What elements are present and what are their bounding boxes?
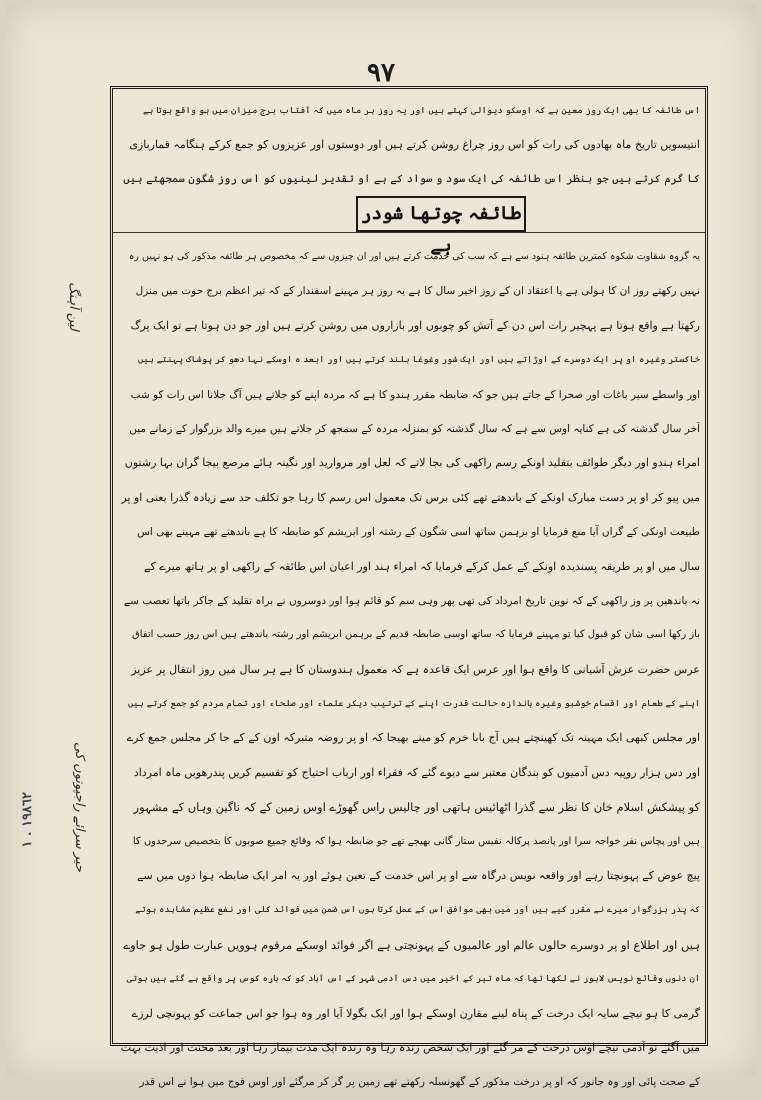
body-line: رکھتا ہے واقع ہوتا ہے پہچیر رات اس دن کے آتش کو چوبوں اور بازاروں میں روشن کرتے ہیں اور جو دن ہوتا ہے تو ایک پرگ [130, 318, 700, 332]
body-line: گرمی کا ہو نیچے سایہ ایک درخت کے پناہ لینے مقارن اوسکے ہوا اور ایک بگولا آیا اور وہ ہوا جو اس جماعت کو پہونچی لرزے [131, 1006, 700, 1020]
body-line: پیچ عوض کے پہونچتا رہے اور واقعہ نویس درگاہ سے او پر اس خدمت کے تعین ہوئے اور یہ امر ایک ضابطہ ہوا دوں میں سے [137, 869, 700, 883]
body-line: عرس حضرت عرش آشیانی کا واقع ہوا اور عرس ایک قاعدہ ہے کہ معمول ہندوستان کا ہے ہر سال میں روز انتقال پر عزیز [131, 662, 700, 676]
body-paragraph [120, 240, 700, 1100]
body-line: طبیعت اونکی کے گراں آیا منع فرمایا او برہمن ساتھ اسی شگون کے رشتہ اور ابریشم کو ضابطہ کا ہے باندھتے تھے مہینے بھی اس [137, 526, 700, 539]
section-heading: طائفہ چوتھا شودر ہے [356, 196, 526, 232]
intro-line: اس طائفہ کا بھی ایک روز معین ہے کہ اوسکو دیوالی کہتے ہیں اور یہ روز ہر ماہ میں کہ آفتاب برج میزان میں ہو واقع ہوتا ہے [142, 106, 700, 116]
margin-note: لین آہنگ [66, 282, 81, 331]
library-stamp: ١٩٨٦٢ . ١ [20, 792, 35, 848]
body-line: اور دس ہزار روپیہ دس آدمیوں کو بندگان معتبر سے دیوے گئے کہ فقراء اور ارباب احتیاج کو تقسیم کریں پندرھویں ماہ امرداد [133, 765, 700, 779]
body-line: ہیں اور پچاس نفر خواجہ سرا اور پانصد پرکالہ نفیس ستار گانی بھیجے تھے جو ضابطہ ہوا کہ وقائع جمیع صوبوں کا بتخصیص سرحدوں کا [132, 835, 700, 847]
body-line: اور مجلس کبھی ایک مہینہ تک کھینچتے ہیں آج بابا خرم کو مینے بھیجا کہ او پر روضہ متبرکہ اون کے کے جا کر مجلس جمع کرے [126, 731, 700, 745]
body-line: میں پیو کر او پر دست مبارک اونکے کے باندھتے تھے کئی برس تک معمول اس رسم کا رہا جو تکلف حد سے زیادہ گذرا یعنی او پر [121, 490, 700, 504]
heading-divider [112, 232, 706, 233]
margin-note: حیر سرائے راجپوتوں کی [72, 742, 87, 872]
body-line: امراء ہندو اور دیگر طوائف بتقلید اونکے رسم راکھی کی بجا لاتے کہ لعل اور مروارید اور نگینہ ہائے مرصع بیجا گران بہا رشتوں [124, 456, 700, 470]
body-line: میں آگئے نو آدمی نیچے اوس درخت کے مر گئے اور ایک شخص زندہ رہا وہ زندہ ایک مدت بیمار رہا اور بعد محنت اور اذیت بہت [120, 1040, 700, 1054]
intro-paragraph [120, 94, 700, 196]
body-line: نہ باندھیں پر وز راکھی کے کہ نوین تاریخ امرداد کی تھی پھر وہی سم کو قائم ہوا اور دوسروں نے براہ تقلید کے جاکر باتھا تعصب سے [123, 594, 700, 607]
body-line: کے صحت پائی اور وہ جانور کہ او پر درخت مذکور کے گھونسلہ رکھتے تھے زمین پر گر کر مرگئے اور اوس فوج میں ہوا نے اس قدر [139, 1076, 700, 1089]
body-line: باز رکھا اسی شان کو قبول کیا تو مہینے فرمایا کہ ساتھ اوسی ضابطہ قدیم کے برہمن ابریشم اور رشتہ باندھتے ہیں اس روز حسب اتفاق [132, 629, 700, 641]
body-line: اور واسطے سیر باغات اور صحرا کے جاتے ہیں جو کہ ضابطہ مقرر ہندو کا ہے کہ مردہ اپنے کو جلاتے ہیں آگ جلانا اس رات کو شب [130, 388, 700, 401]
body-line: ان دنوں وقائع نویس لاہور نے لکھا تھا کہ ماہ تیر کے اخیر میں دس آدمی شہر کے اس آباد کو کہ بارہ کوس پر واقع ہے گئے ہیں ہوتی [126, 974, 700, 985]
body-line: آخر سال گذشتہ کی ہے کنایہ اوس سے ہے کہ سال گذشتہ کو بمنزلہ مردہ کے سمجھ کر جلاتے ہیں میرے والد بزرگوار کے زمانے میں [129, 422, 700, 435]
body-line: اپنے کے طعام اور اقسام خوشبو وغیرہ باندازہ حالت قدرت اپنے کے ترتیب دیکر علماء اور صلحاء اور تمام مردم کو جمع کرتے ہیں [127, 699, 700, 710]
page-number: ۹۷ [367, 58, 395, 88]
body-line: نہیں رکھتے روز ان کا ہولی ہے یا اعتقاد ان کے روز اخیر سال کا ہے یہ روز ہر مہینے اسفندار کے کہ تیر اعظم برج حوت میں منزل [135, 285, 700, 298]
body-line: خاکستر وغیرہ او پر ایک دوسرے کے اوڑاتے ہیں اور ایک شور وغوغا بلند کرتے ہیں اور ابعد ہ اوسکے نہا دھو کر پوشاک پہنتے ہیں [138, 355, 700, 366]
body-line: کہ پدر بزرگوار میرے نے مقرر کیے ہیں اور میں بھی موافق اس کے عمل کرتا ہوں اس ضمن میں فوائد کلی اور نفع عظیم مشاہدہ ہوتے [135, 905, 700, 916]
body-line: سال میں او پر طریقہ پسندیدہ اونکے کے عمل کرکے فرمایا کہ امراء ہند اور اعیان اس طائفہ کے راکھی او پر ہاتھ میرے کے [144, 559, 700, 573]
intro-line: انتیسویں تاریخ ماہ بھادوں کی رات کو اس روز چراغ روشن کرتے ہیں اور دوستوں اور عزیزوں کو جمع کرکے ہنگامہ قماربازی [129, 138, 700, 151]
body-line: ہیں اور اطلاع او پر دوسرے حالوں عالم اور عالمیوں کے پہونچتی ہے اگر فوائد اوسکے مرقوم ہوویں عبارت طول ہو جاوے [123, 937, 700, 952]
body-line: یہ گروہ شقاوت شکوہ کمترین طائفہ ہنود سے ہے کہ سب کی خدمت کرتے ہیں اور ان چیزوں سے کہ مخصوص ہر طائفہ مذکور کی ہو نہیں رہ [128, 251, 700, 262]
intro-line: کا گرم کرتے ہیں جو بنظر اس طائفہ کی ایک سود و سواد کے ہے او تقدیر لینیوں کو اس روز شگون سمجھتے ہیں [123, 172, 700, 185]
body-line: کو پیشکش اسلام خان کا نظر سے گذرا اٹھائیس ہاتھی اور چالیس راس گھوڑے اوس زمین کے کہ ناگین وہاں کے مشہور [133, 800, 700, 815]
